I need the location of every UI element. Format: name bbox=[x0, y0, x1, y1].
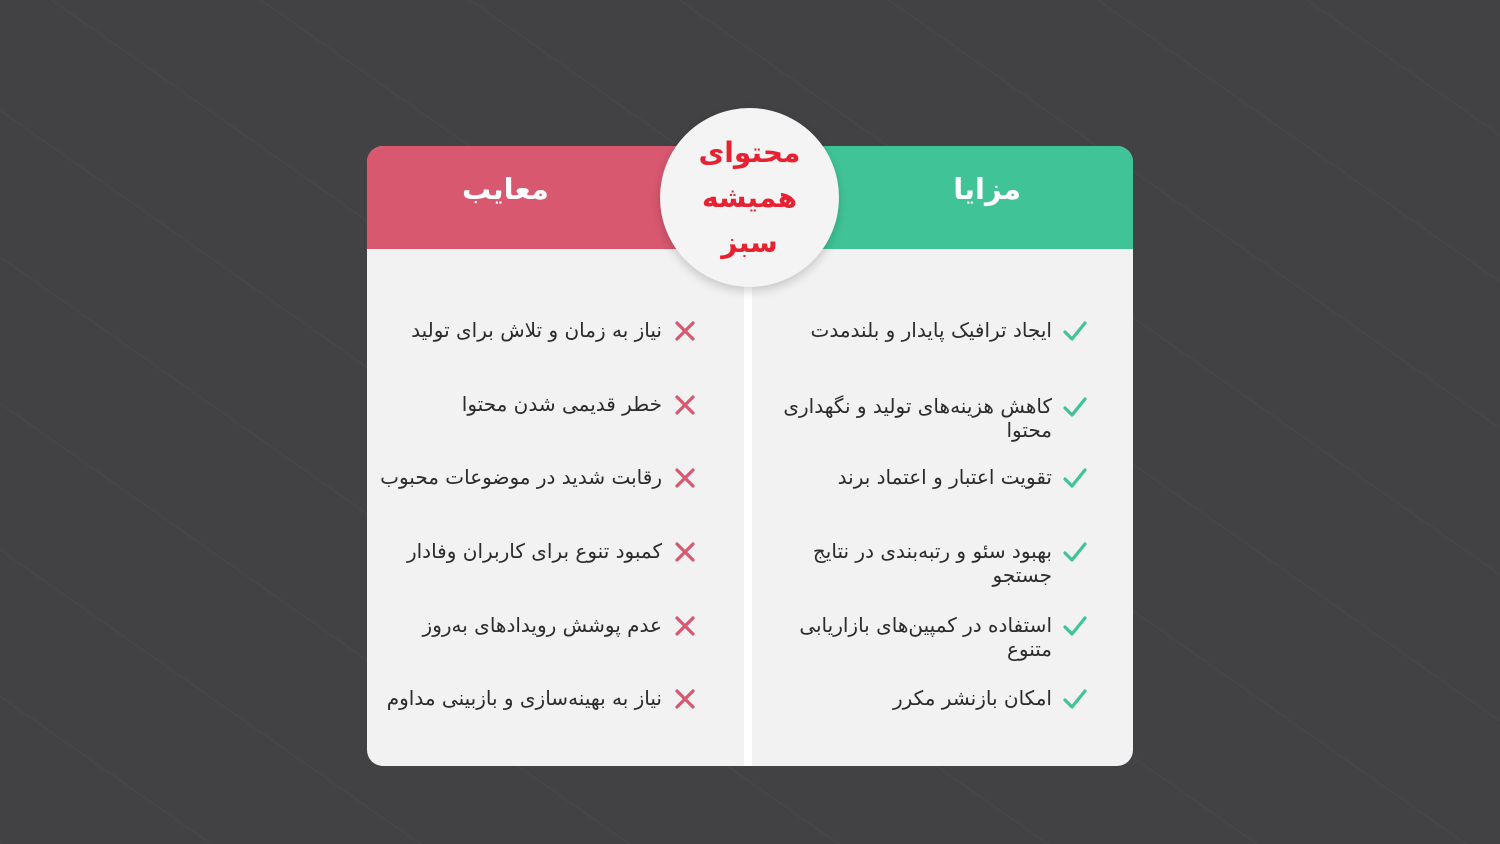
cons-item-text: نیاز به بهینه‌سازی و بازبینی مداوم bbox=[386, 686, 662, 710]
cons-item bbox=[370, 686, 700, 714]
cons-item bbox=[370, 539, 700, 567]
column-divider bbox=[744, 249, 752, 766]
pros-item bbox=[760, 394, 1090, 442]
cons-header-label: معایب bbox=[462, 172, 549, 206]
pros-item bbox=[760, 686, 1090, 714]
pros-item-text: استفاده در کمپین‌های بازاریابی متنوع bbox=[799, 613, 1052, 661]
pros-item-text: تقویت اعتبار و اعتماد برند bbox=[837, 465, 1052, 489]
cons-item bbox=[370, 318, 700, 346]
check-icon bbox=[1060, 684, 1090, 714]
cross-icon bbox=[670, 537, 700, 567]
cross-icon bbox=[670, 316, 700, 346]
pros-item bbox=[760, 465, 1090, 493]
cross-icon bbox=[670, 684, 700, 714]
center-title: محتوای همیشه سبز bbox=[698, 136, 801, 259]
cons-item bbox=[370, 392, 700, 420]
cons-item bbox=[370, 613, 700, 641]
cross-icon bbox=[670, 390, 700, 420]
cons-item-text: کمبود تنوع برای کاربران وفادار bbox=[406, 539, 662, 563]
check-icon bbox=[1060, 316, 1090, 346]
cross-icon bbox=[670, 463, 700, 493]
check-icon bbox=[1060, 611, 1090, 641]
pros-item-text: ایجاد ترافیک پایدار و بلندمدت bbox=[810, 318, 1052, 342]
pros-item bbox=[760, 539, 1090, 587]
center-badge bbox=[660, 108, 839, 287]
cons-item-text: نیاز به زمان و تلاش برای تولید bbox=[411, 318, 662, 342]
cons-item bbox=[370, 465, 700, 493]
cons-item-text: خطر قدیمی شدن محتوا bbox=[461, 392, 662, 416]
cons-item-text: رقابت شدید در موضوعات محبوب bbox=[380, 465, 662, 489]
pros-item-text: کاهش هزینه‌های تولید و نگهداری محتوا bbox=[783, 394, 1052, 442]
pros-header-label: مزایا bbox=[953, 172, 1021, 206]
cons-item-text: عدم پوشش رویدادهای به‌روز bbox=[422, 613, 662, 637]
check-icon bbox=[1060, 392, 1090, 422]
check-icon bbox=[1060, 537, 1090, 567]
pros-item bbox=[760, 613, 1090, 661]
cross-icon bbox=[670, 611, 700, 641]
pros-item bbox=[760, 318, 1090, 346]
pros-item-text: امکان بازنشر مکرر bbox=[892, 686, 1052, 710]
check-icon bbox=[1060, 463, 1090, 493]
pros-item-text: بهبود سئو و رتبه‌بندی در نتایج جستجو bbox=[812, 539, 1052, 587]
